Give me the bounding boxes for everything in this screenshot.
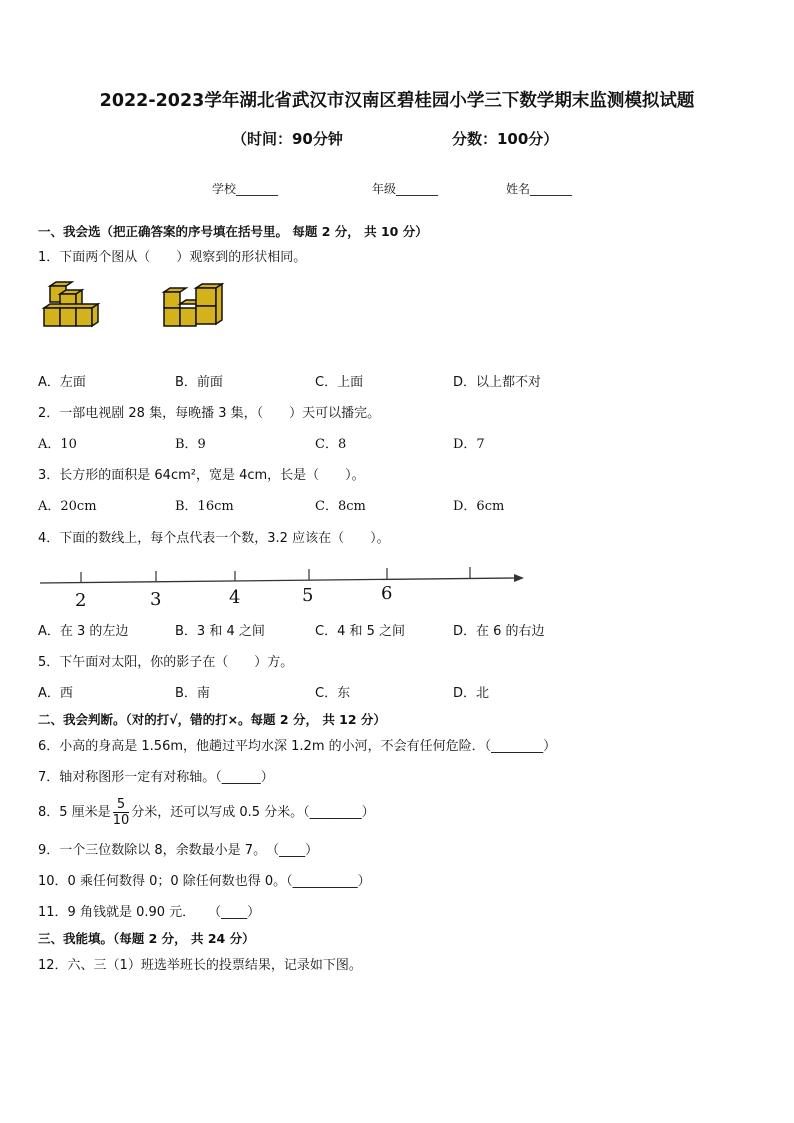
fraction-numerator: 5 [113,797,130,813]
cube-figure-1 [40,280,110,332]
exam-score: 分数：100分） [452,130,559,148]
question-3: 3．长方形的面积是 64cm²，宽是 4cm，长是（ ）。 [38,468,365,483]
q3-option-a[interactable]: A．20cm [38,499,97,514]
q2-option-c[interactable]: C．8 [315,437,347,452]
question-9: 9．一个三位数除以 8，余数最小是 7。 （____） [38,843,319,858]
q4-option-a[interactable]: A．在 3 的左边 [38,624,129,639]
number-line-label-6: 6 [381,583,393,604]
q8-suffix: 分米，还可以写成 0.5 分米。（________） [131,805,375,820]
section-2-title: 二、我会判断。（对的打√，错的打×。每题 2 分， 共 12 分） [38,712,386,727]
section-1-title: 一、我会选（把正确答案的序号填在括号里。 每题 2 分， 共 10 分） [38,224,428,239]
question-1: 1．下面两个图从（ ）观察到的形状相同。 [38,250,307,265]
q1-option-c[interactable]: C．上面 [315,375,364,390]
exam-time: （时间：90分钟 [232,130,343,148]
question-5: 5．下午面对太阳，你的影子在（ ）方。 [38,655,294,670]
name-field[interactable]: 姓名_______ [506,182,573,196]
question-6: 6．小高的身高是 1.56m，他趟过平均水深 1.2m 的小河，不会有任何危险．（________） [38,739,557,754]
q3-option-c[interactable]: C．8cm [315,499,366,514]
q5-option-d[interactable]: D．北 [453,686,490,701]
question-12: 12．六、三（1）班选举班长的投票结果，记录如下图。 [38,958,362,973]
fraction [113,797,130,828]
school-field[interactable]: 学校_______ [212,182,279,196]
q4-option-b[interactable]: B．3 和 4 之间 [175,624,265,639]
q1-option-d[interactable]: D．以上都不对 [453,375,542,390]
q4-option-c[interactable]: C．4 和 5 之间 [315,624,406,639]
grade-field[interactable]: 年级_______ [372,182,439,196]
number-line-label-4: 4 [229,587,241,608]
question-4: 4．下面的数线上，每个点代表一个数，3.2 应该在（ ）。 [38,531,390,546]
question-8 [38,797,375,829]
question-10: 10．0 乘任何数得 0；0 除任何数也得 0。（__________） [38,874,371,889]
q3-option-d[interactable]: D．6cm [453,499,505,514]
number-line-label-2: 2 [75,590,87,611]
fraction-denominator: 10 [112,813,130,828]
question-7: 7．轴对称图形一定有对称轴。（______） [38,770,274,785]
q3-option-b[interactable]: B．16cm [175,499,234,514]
section-3-title: 三、我能填。（每题 2 分， 共 24 分） [38,931,255,946]
q2-option-a[interactable]: A．10 [38,437,77,452]
q2-option-d[interactable]: D．7 [453,437,485,452]
q5-option-b[interactable]: B．南 [175,686,210,701]
q5-option-a[interactable]: A．西 [38,686,73,701]
q2-option-b[interactable]: B．9 [175,437,206,452]
cube-figure-2 [160,282,230,332]
number-line-label-5: 5 [302,585,314,606]
question-2: 2．一部电视剧 28 集，每晚播 3 集，（ ）天可以播完。 [38,406,381,421]
number-line [38,565,528,585]
q1-option-b[interactable]: B．前面 [175,375,223,390]
q4-option-d[interactable]: D．在 6 的右边 [453,624,545,639]
number-line-label-3: 3 [150,589,162,610]
q8-prefix: 8．5 厘米是 [38,805,111,820]
q5-option-c[interactable]: C．东 [315,686,351,701]
exam-title: 2022-2023学年湖北省武汉市汉南区碧桂园小学三下数学期末监测模拟试题 [99,91,695,111]
question-11: 11．9 角钱就是 0.90 元． （____） [38,905,261,920]
q1-option-a[interactable]: A．左面 [38,375,86,390]
